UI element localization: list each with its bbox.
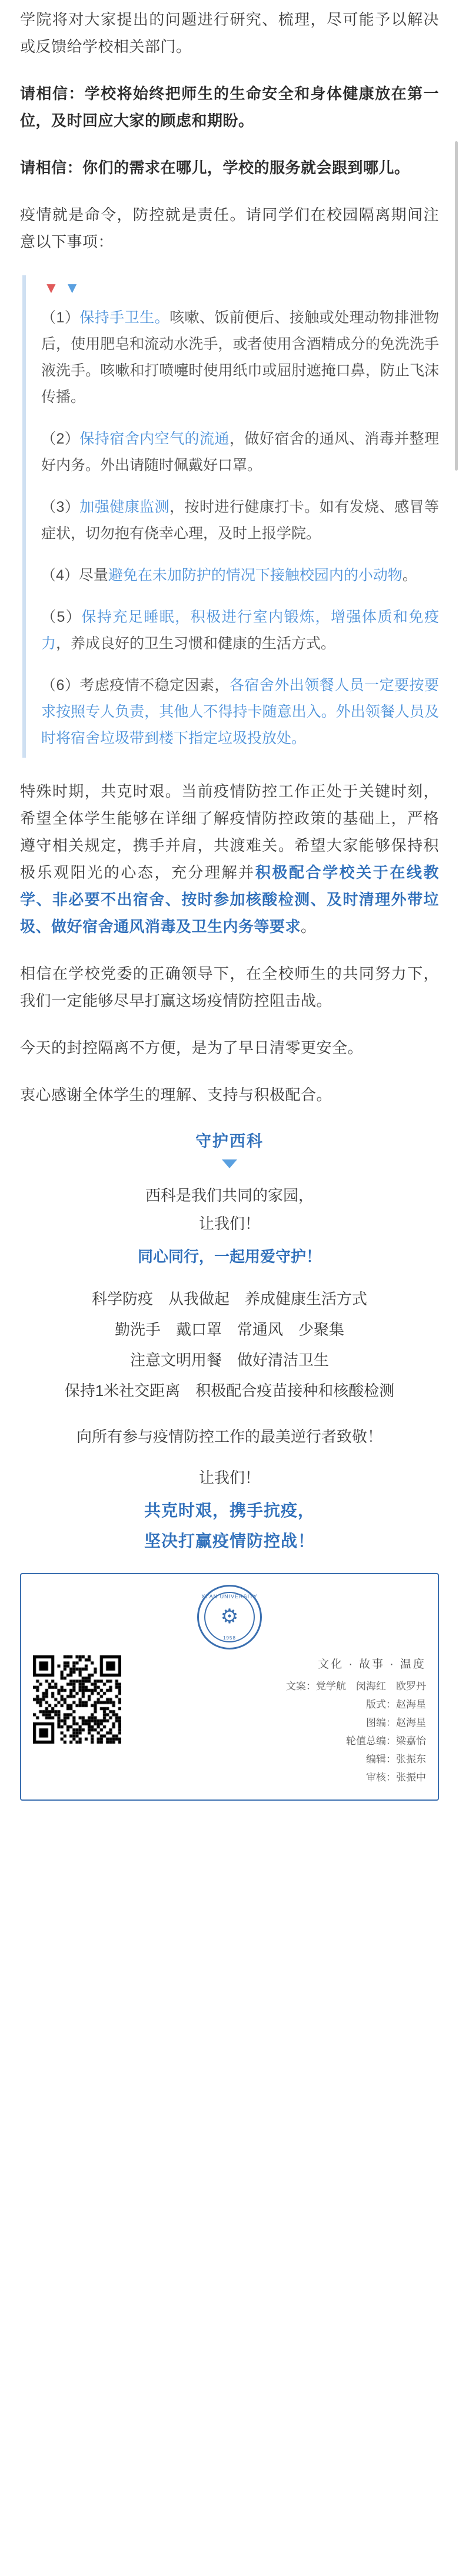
qr-code[interactable]	[33, 1655, 121, 1744]
tip-number: （2）	[41, 431, 80, 447]
tip-highlight: 避免在未加防护的情况下接触校园内的小动物	[108, 567, 403, 584]
tip-item	[41, 672, 439, 752]
lead-in-paragraph: 疫情就是命令，防控就是责任。请同学们在校园隔离期间注意以下事项：	[20, 206, 439, 251]
tip-highlight: 保持手卫生。	[79, 309, 170, 326]
tip-item	[41, 604, 439, 657]
arrow-row	[44, 280, 439, 295]
thanks-paragraph: 衷心感谢全体学生的理解、支持与积极配合。	[20, 1086, 332, 1104]
qr-code-canvas	[33, 1655, 121, 1744]
university-crest-icon	[197, 1585, 262, 1649]
special-after: 。	[301, 918, 317, 935]
measure-item: 勤洗手 戴口罩 常通风 少聚集	[114, 1321, 344, 1338]
tip-highlight: 加强健康监测	[79, 499, 170, 515]
trust-paragraph: 相信在学校党委的正确领导下，在全校师生的共同努力下，我们一定能够尽早打赢这场疫情防控阻击战。	[20, 965, 439, 1009]
measure-item: 保持1米社交距离 积极配合疫苗接种和核酸检测	[64, 1382, 395, 1399]
measure-item: 科学防疫 从我做起 养成健康生活方式	[91, 1290, 367, 1308]
final-slogan-2: 坚决打赢疫情防控战！	[144, 1532, 315, 1550]
tip-rest: 。	[402, 567, 417, 584]
tip-number: （6）考虑疫情不稳定因素，	[41, 677, 230, 694]
tip-number: （5）	[41, 609, 82, 625]
special-period-paragraph	[20, 778, 439, 940]
belief-paragraph-2: 请相信：你们的需求在哪儿，学校的服务就会跟到哪儿。	[20, 159, 410, 176]
credit-line: 轮值总编：梁嘉怡	[346, 1735, 426, 1747]
tip-item	[41, 305, 439, 411]
triangle-down-red-icon: ▼	[44, 279, 65, 296]
crest-center-glyph: ⚙	[220, 1606, 239, 1628]
crest-bottom-text: 1958	[223, 1635, 236, 1641]
credit-line: 图编：赵海星	[366, 1717, 426, 1728]
credits-block	[121, 1655, 426, 1787]
triangle-down-icon	[222, 1159, 237, 1168]
credit-line: 审核：张振中	[366, 1772, 426, 1783]
scrollbar-thumb[interactable]	[455, 141, 458, 471]
footer-body	[33, 1655, 426, 1787]
special-before: 特殊时期，共克时艰。当前疫情防控工作正处于关键时刻，希望全体学生能够在详细了解疫情防控政策的基础上，严格遵守相关规定，携手并肩，共渡难关。希望大家能够保持积极乐观阳光的心态，充分理解并	[20, 782, 439, 881]
belief-paragraph-1: 请相信：学校将始终把师生的生命安全和身体健康放在第一位，及时回应大家的顾虑和期盼。	[20, 85, 439, 129]
intro-paragraph: 学院将对大家提出的问题进行研究、梳理，尽可能予以解决或反馈给学校相关部门。	[20, 11, 439, 55]
credit-line: 文案：党学航 闵海红 欧罗丹	[286, 1681, 426, 1692]
tip-rest: ，按时进行健康打卡。如有发烧、感冒等症状，切勿抱有侥幸心理，及时上报学院。	[41, 499, 439, 542]
tip-rest: 咳嗽、饭前便后、接触或处理动物排泄物后，使用肥皂和流动水洗手，或者使用含酒精成分的免洗洗手液洗手。咳嗽和打喷嚏时使用纸巾或屈肘遮掩口鼻，防止飞沫传播。	[41, 309, 439, 405]
today-paragraph: 今天的封控隔离不方便，是为了早日清零更安全。	[20, 1039, 364, 1057]
tip-rest: ，养成良好的卫生习惯和健康的生活方式。	[56, 635, 336, 652]
tip-item	[41, 494, 439, 547]
triangle-down-blue-icon: ▼	[64, 279, 86, 296]
tip-number: （4）尽量	[41, 567, 108, 584]
tips-card	[22, 275, 439, 758]
guard-section-title: 守护西科	[195, 1132, 264, 1150]
lets-line-1: 让我们！	[198, 1215, 260, 1232]
tip-item	[41, 562, 439, 589]
measure-item: 注意文明用餐 做好清洁卫生	[129, 1351, 329, 1369]
tip-highlight: 保持宿舍内空气的流通	[79, 431, 230, 447]
credit-line: 版式：赵海星	[366, 1699, 426, 1710]
footer-card	[20, 1573, 439, 1801]
lets-line-2: 让我们！	[198, 1469, 260, 1487]
tip-item	[41, 426, 439, 479]
special-highlight: 积极配合学校关于在线教学、非必要不出宿舍、按时参加核酸检测、及时清理外带垃圾、做好宿舍通风消毒及卫生内务等要求	[20, 864, 439, 935]
final-slogan-1: 共克时艰，携手抗疫，	[144, 1501, 315, 1519]
tip-number: （3）	[41, 499, 80, 515]
crest-top-text: XI'AN UNIVERSITY	[201, 1594, 258, 1599]
tip-number: （1）	[41, 309, 80, 326]
tip-highlight: 各宿舍外出领餐人员一定要按要求按照专人负责，其他人不得持卡随意出入。外出领餐人员及时将宿舍垃圾带到楼下指定垃圾投放处。	[41, 677, 439, 747]
tagline: 文化 · 故事 · 温度	[318, 1658, 426, 1671]
salute-line: 向所有参与疫情防控工作的最美逆行者致敬！	[76, 1428, 382, 1445]
home-line: 西科是我们共同的家园，	[145, 1187, 314, 1204]
tip-highlight: 保持充足睡眠，积极进行室内锻炼，增强体质和免疫力	[41, 609, 439, 652]
measures-list	[20, 1284, 439, 1406]
credit-line: 编辑：张振东	[366, 1754, 426, 1765]
tip-rest: ，做好宿舍的通风、消毒并整理好内务。外出请随时佩戴好口罩。	[41, 431, 439, 474]
slogan-blue-1: 同心同行，一起用爱守护！	[137, 1248, 321, 1265]
